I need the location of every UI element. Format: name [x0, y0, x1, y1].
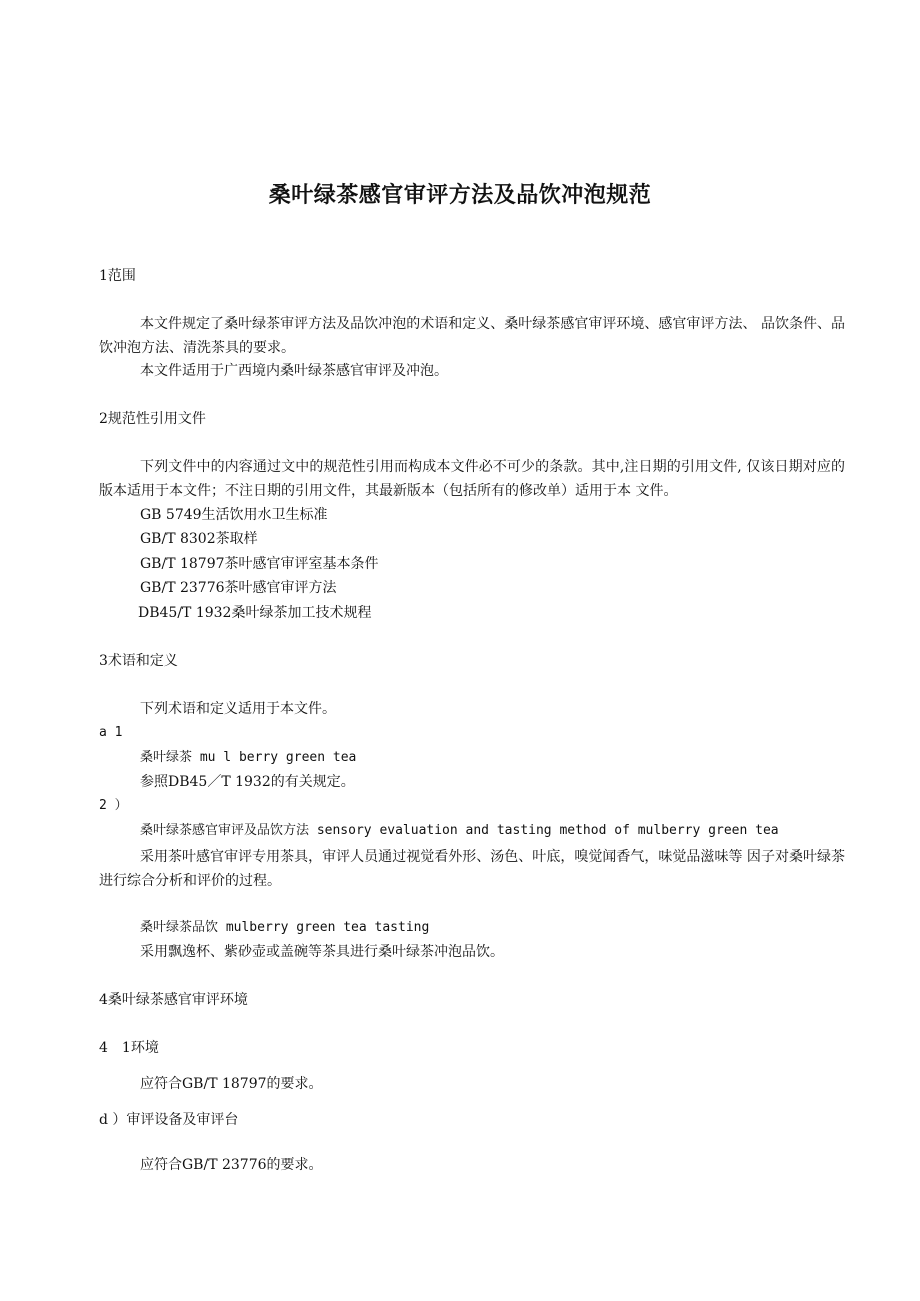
- term-3-description: 采用飘逸杯、紫砂壶或盖碗等茶具进行桑叶绿茶冲泡品饮。: [140, 944, 504, 960]
- section-4-heading: 4桑叶绿茶感官审评环境: [99, 992, 248, 1008]
- document-title: 桑叶绿茶感官审评方法及品饮冲泡规范: [268, 183, 652, 208]
- reference-item: GB/T 23776茶叶感官审评方法: [140, 580, 337, 596]
- term-2-description: 采用茶叶感官审评专用茶具，审评人员通过视觉看外形、汤色、叶底，嗅觉闻香气，味觉品滋味等 因子对桑叶绿茶进行综合分析和评价的过程。: [99, 849, 845, 889]
- section-3-heading: 3术语和定义: [99, 653, 178, 669]
- reference-item: GB/T 18797茶叶感官审评室基本条件: [140, 556, 379, 572]
- section-4-1-text: 应符合GB/T 18797的要求。: [140, 1076, 323, 1092]
- term-2-marker: 2 ）: [99, 798, 128, 813]
- term-1-marker: a 1: [99, 725, 123, 740]
- section-4-2-text: 应符合GB/T 23776的要求。: [140, 1157, 323, 1173]
- section-3-intro: 下列术语和定义适用于本文件。: [140, 701, 336, 717]
- section-4-1-heading: 4 1环境: [99, 1040, 159, 1056]
- section-1-heading: 1范围: [99, 268, 136, 284]
- term-3-title: 桑叶绿茶品饮 mulberry green tea tasting: [140, 920, 430, 935]
- term-2-title: 桑叶绿茶感官审评及品饮方法 sensory evaluation and tasting method of mulberry green tea: [140, 823, 779, 838]
- section-4-2-heading: d ）审评设备及审评台: [99, 1112, 239, 1128]
- reference-item: GB 5749生活饮用水卫生标准: [140, 507, 328, 523]
- section-2-paragraph-1: 下列文件中的内容通过文中的规范性引用而构成本文件必不可少的条款。其中,注日期的引用文件, 仅该日期对应的版本适用于本文件；不注日期的引用文件，其最新版本（包括所有的修改单）适用于本 文件。: [99, 459, 845, 499]
- term-1-description: 参照DB45／T 1932的有关规定。: [140, 774, 355, 790]
- term-1-title: 桑叶绿茶 mu l berry green tea: [140, 750, 357, 765]
- reference-item: DB45/T 1932桑叶绿茶加工技术规程: [138, 605, 372, 621]
- section-1-paragraph-2: 本文件适用于广西境内桑叶绿茶感官审评及冲泡。: [140, 363, 448, 379]
- reference-item: GB/T 8302茶取样: [140, 531, 258, 547]
- section-2-heading: 2规范性引用文件: [99, 411, 206, 427]
- section-1-paragraph-1: 本文件规定了桑叶绿茶审评方法及品饮冲泡的术语和定义、桑叶绿茶感官审评环境、感官审评方法、 品饮条件、品饮冲泡方法、清洗茶具的要求。: [99, 316, 845, 356]
